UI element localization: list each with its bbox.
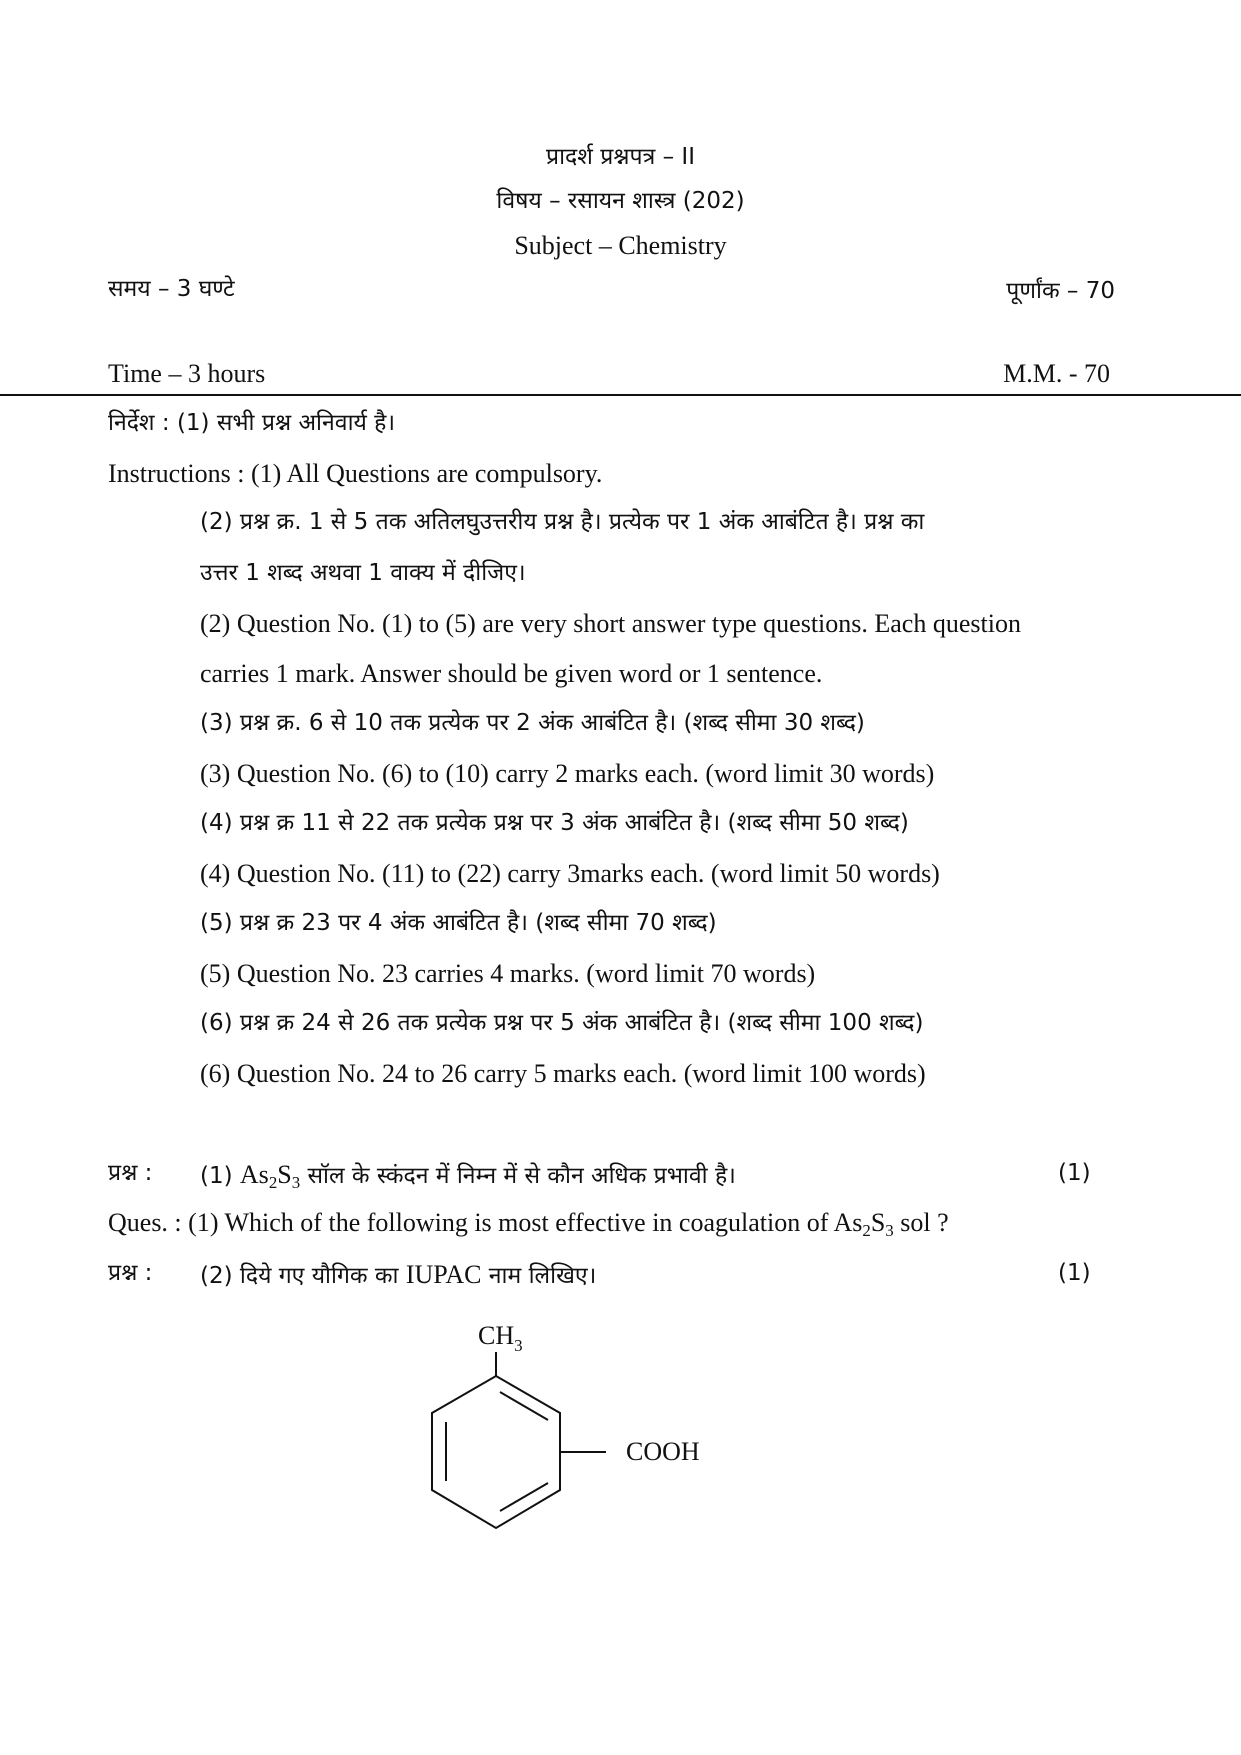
question-1-hindi-label: प्रश्न :	[108, 1160, 153, 1186]
instruction-5-hindi: (5) प्रश्न क्र 23 पर 4 अंक आबंटित है। (शब्द सीमा 70 शब्द)	[200, 910, 717, 936]
instruction-4-english: (4) Question No. (11) to (22) carry 3marks each. (word limit 50 words)	[200, 859, 940, 888]
formula-sub-2: 2	[268, 1173, 278, 1193]
marks-english: M.M. - 70	[1003, 359, 1110, 388]
question-1-english-suffix: sol ?	[900, 1208, 949, 1237]
question-1-marks: (1)	[1058, 1160, 1091, 1186]
instruction-2-english-line2: carries 1 mark. Answer should be given word or 1 sentence.	[200, 659, 823, 688]
instruction-6-english: (6) Question No. 24 to 26 carry 5 marks each. (word limit 100 words)	[200, 1059, 926, 1088]
question-1-hindi-formula	[239, 1160, 301, 1193]
header-divider	[0, 394, 1241, 396]
question-2-hindi-text-before: दिये गए यौगिक का	[239, 1263, 399, 1289]
benzene-structure-diagram	[420, 1310, 720, 1600]
instruction-3-english: (3) Question No. (6) to (10) carry 2 marks each. (word limit 30 words)	[200, 759, 935, 788]
marks-hindi: पूर्णांक – 70	[1006, 278, 1115, 304]
formula-s: S	[277, 1160, 292, 1189]
question-2-hindi	[200, 1262, 596, 1288]
question-1-english-prefix: Ques. : (1) Which of the following is most effective in coagulation of	[108, 1208, 829, 1237]
formula-as: As	[239, 1160, 269, 1189]
instruction-6-hindi: (6) प्रश्न क्र 24 से 26 तक प्रत्येक प्रश्न पर 5 अंक आबंटित है। (शब्द सीमा 100 शब्द)	[200, 1010, 924, 1036]
formula-sub-3: 3	[885, 1221, 894, 1241]
double-bond-bottom-right	[500, 1483, 548, 1511]
question-1-hindi-number: (1)	[200, 1163, 233, 1189]
formula-sub-3: 3	[291, 1173, 301, 1193]
instruction-4-hindi: (4) प्रश्न क्र 11 से 22 तक प्रत्येक प्रश्न पर 3 अंक आबंटित है। (शब्द सीमा 50 शब्द)	[200, 810, 909, 836]
subject-hindi: विषय – रसायन शास्त्र (202)	[496, 188, 745, 214]
instruction-2-hindi-line1: (2) प्रश्न क्र. 1 से 5 तक अतिलघुउत्तरीय प्रश्न है। प्रत्येक पर 1 अंक आबंटित है। प्रश्न का	[200, 509, 925, 535]
time-hindi: समय – 3 घण्टे	[108, 276, 235, 302]
double-bond-top-right	[500, 1392, 548, 1420]
instruction-3-hindi: (3) प्रश्न क्र. 6 से 10 तक प्रत्येक पर 2 अंक आबंटित है। (शब्द सीमा 30 शब्द)	[200, 710, 865, 736]
question-2-hindi-number: (2)	[200, 1263, 233, 1289]
carboxyl-label: COOH	[626, 1437, 700, 1466]
question-2-hindi-label: प्रश्न :	[108, 1260, 153, 1286]
formula-as: As	[833, 1208, 863, 1237]
formula-sub-2: 2	[862, 1221, 871, 1241]
benzene-ring	[432, 1376, 560, 1528]
time-english: Time – 3 hours	[108, 359, 266, 388]
instructions-heading-hindi: निर्देश : (1) सभी प्रश्न अनिवार्य है।	[108, 410, 396, 436]
instruction-2-english-line1: (2) Question No. (1) to (5) are very short answer type questions. Each question	[200, 609, 1021, 638]
subject-english: Subject – Chemistry	[514, 231, 727, 260]
question-1-english-formula	[833, 1208, 894, 1241]
question-1-hindi-text: सॉल के स्कंदन में निम्न में से कौन अधिक प्रभावी है।	[307, 1163, 736, 1189]
question-1-hindi	[200, 1160, 736, 1193]
paper-title: प्रादर्श प्रश्नपत्र – II	[545, 144, 695, 170]
question-2-hindi-text-after: नाम लिखिए।	[488, 1263, 597, 1289]
instructions-heading-english: Instructions : (1) All Questions are compulsory.	[108, 459, 603, 488]
question-1-english	[108, 1208, 949, 1241]
question-2-marks: (1)	[1058, 1260, 1091, 1286]
question-2-iupac: IUPAC	[405, 1260, 482, 1289]
formula-s: S	[870, 1208, 886, 1237]
instruction-5-english: (5) Question No. 23 carries 4 marks. (word limit 70 words)	[200, 959, 816, 988]
methyl-label: $CH_3$	[478, 1321, 523, 1355]
instruction-2-hindi-line2: उत्तर 1 शब्द अथवा 1 वाक्य में दीजिए।	[200, 560, 526, 586]
